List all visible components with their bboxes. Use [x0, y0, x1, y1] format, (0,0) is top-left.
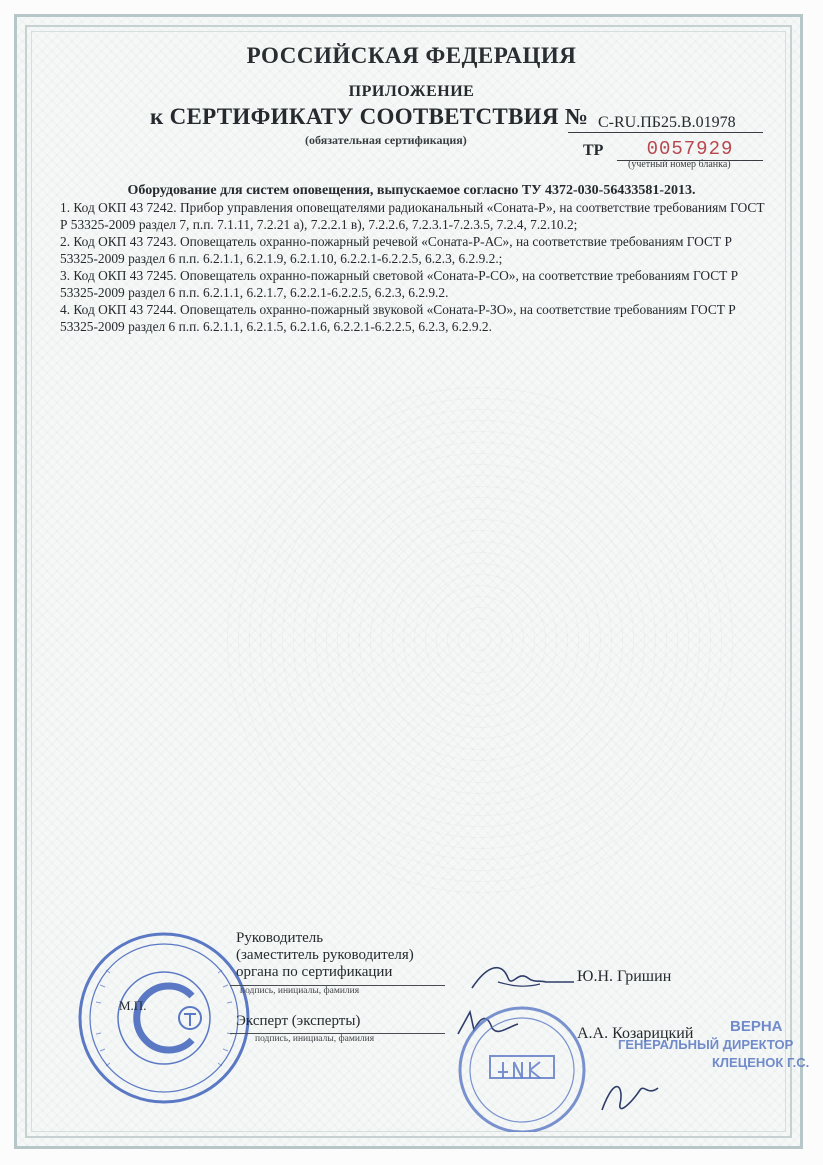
- annex-title: ПРИЛОЖЕНИЕ: [348, 83, 475, 100]
- list-item: 3. Код ОКП 43 7245. Оповещатель охранно-пожарный световой «Соната-Р-СО», на соответствие требованиям ГОСТ Р 53325-2009 раздел 6 п.п. 6.2.1.1, 6.2.1.7, 6.2.2.1-6.2.2.5, 6.2.3, 6.2.9.2.: [60, 268, 739, 300]
- blank-note: (учетный номер бланка): [628, 159, 731, 170]
- equipment-heading: Оборудование для систем оповещения, выпускаемое согласно ТУ 4372-030-56433581-2013.: [127, 183, 696, 198]
- stamp-line: ГЕНЕРАЛЬНЫЙ ДИРЕКТОР: [618, 1037, 794, 1052]
- head-name: Ю.Н. Гришин: [577, 968, 672, 985]
- blank-number: 0057929: [617, 138, 763, 161]
- head-role: [236, 930, 414, 981]
- certification-stamp-icon: [76, 930, 252, 1106]
- background-guilloche: [220, 380, 740, 900]
- mandatory-note: (обязательная сертификация): [305, 133, 467, 147]
- certificate-number: C-RU.ПБ25.В.01978: [568, 114, 763, 133]
- expert-name: А.А. Козарицкий: [577, 1025, 694, 1042]
- tr-label: ТР: [583, 142, 604, 159]
- stamp-line: КЛЕЦЕНОК Г.С.: [712, 1055, 810, 1070]
- stamp-place-label: М.П.: [119, 998, 147, 1013]
- head-role-line: органа по сертификации: [236, 964, 393, 980]
- expert-signature-line: [230, 1033, 445, 1044]
- equipment-list: [60, 199, 772, 335]
- expert-role: Эксперт (эксперты): [236, 1013, 361, 1029]
- head-role-line: Руководитель: [236, 930, 324, 946]
- list-item: 1. Код ОКП 43 7242. Прибор управления оповещателями радиоканальный «Соната-Р», на соответствие требованиям ГОСТ Р 53325-2009 раздел 7, п.п. 7.1.11, 7.2.21 а), 7.2.2.1 в), 7.2.2.6, 7.2.3.1-7.2.3.5, 7.2.4, 7.2.10.2;: [60, 200, 765, 232]
- signature-hint: подпись, инициалы, фамилия: [240, 986, 360, 996]
- list-item: 4. Код ОКП 43 7244. Оповещатель охранно-пожарный звуковой «Соната-Р-ЗО», на соответствие требованиям ГОСТ Р 53325-2009 раздел 6 п.п. 6.2.1.1, 6.2.1.5, 6.2.1.6, 6.2.2.1-6.2.2.5, 6.2.3, 6.2.9.2.: [60, 302, 736, 334]
- head-role-line: (заместитель руководителя): [236, 947, 414, 963]
- certificate-title: к СЕРТИФИКАТУ СООТВЕТСТВИЯ №: [150, 104, 589, 129]
- stamp-line: ВЕРНА: [730, 1018, 783, 1035]
- head-signature-line: [230, 985, 445, 996]
- country-title: РОССИЙСКАЯ ФЕДЕРАЦИЯ: [246, 43, 577, 68]
- stamp-verified-text: [618, 1018, 809, 1072]
- signature-hint: подпись, инициалы, фамилия: [255, 1034, 375, 1044]
- list-item: 2. Код ОКП 43 7243. Оповещатель охранно-пожарный речевой «Соната-Р-АС», на соответствие требованиям ГОСТ Р 53325-2009 раздел 6 п.п. 6.2.1.1, 6.2.1.9, 6.2.1.10, 6.2.2.1-6.2.2.5, 6.2.3, 6.2.9.2.;: [60, 234, 732, 266]
